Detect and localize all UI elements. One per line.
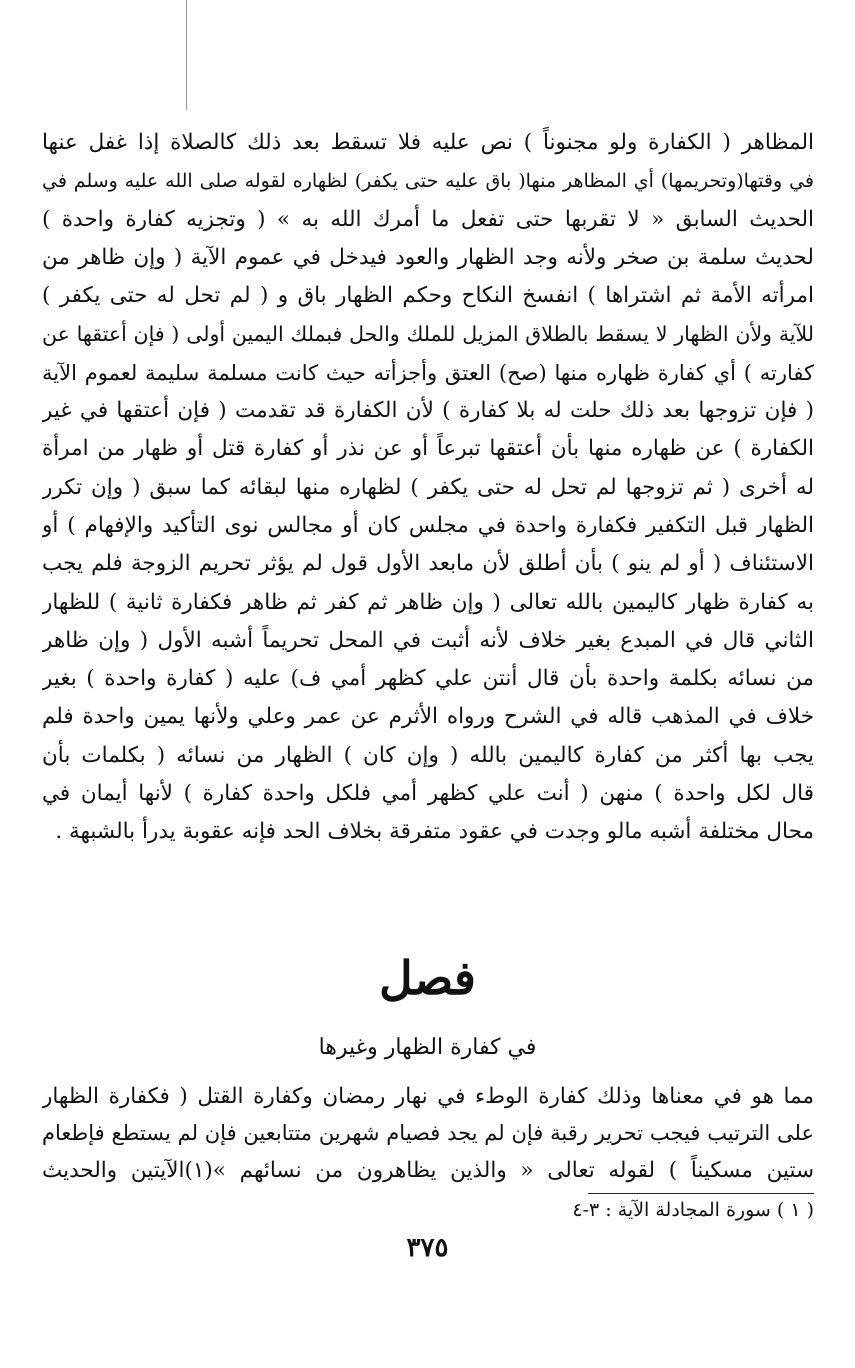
section-body-text <box>42 1078 814 1189</box>
body-line-7: كفارته ) أي كفارة ظهاره منها (صح) العتق وأجزأته حيث كانت مسلمة سليمة لعموم الآية <box>42 360 814 385</box>
body-line-11: الظهار قبل التكفير فكفارة واحدة في مجلس كان أو مجالس نوى التأكيد والإفهام ) أو <box>42 512 814 538</box>
section-heading: فصل <box>379 951 476 1005</box>
body-line-3: الحديث السابق « لا تقربها حتى تفعل ما أمرك الله به » ( وتجزيه كفارة واحدة ) <box>42 206 814 232</box>
body-line-16: خلاف في المذهب قاله في الشرح ورواه الأثرم عن عمر وعلي ولأنها يمين واحدة فلم <box>42 704 814 730</box>
body-line-19: محال مختلفة أشبه مالو وجدت في عقود متفرقة بخلاف الحد فإنه عقوبة يدرأ بالشبهة . <box>55 819 814 845</box>
section-subheading: في كفارة الظهار وغيرها <box>318 1035 537 1060</box>
body-line-13: به كفارة ظهار كاليمين بالله تعالى ( وإن ظاهر ثم كفر ثم ظاهر فكفارة ثانية ) للظهار <box>42 589 814 615</box>
body-line-14: الثاني قال في المبدع بغير خلاف لأنه أثبت في المحل تحريماً أشبه الأول ( وإن ظاهر <box>42 627 814 653</box>
gutter-line <box>186 0 187 110</box>
body-line-12: الاستئناف ( أو لم ينو ) بأن أطلق لأن مابعد الأول قول لم يؤثر تحريم الزوجة فلم يجب <box>42 551 814 577</box>
body-line-6: للآية ولأن الظهار لا يسقط بالطلاق المزيل للملك والحل فبملك اليمين أولى ( فإن أعتقها عن <box>42 322 814 347</box>
footnote: ( ١ ) سورة المجادلة الآية : ٣-٤ <box>572 1199 814 1221</box>
body-line-2: في وقتها(وتحريمها) أي المظاهر منها( باق عليه حتى يكفر) لظهاره لقوله صلى الله عليه وسلم في <box>42 170 814 193</box>
body-line-9: الكفارة ) عن ظهاره منها بأن أعتقها تبرعاً أو عن نذر أو كفارة قتل أو ظهار من امرأة <box>42 436 814 462</box>
body-line-1: المظاهر ( الكفارة ولو مجنوناً ) نص عليه فلا تسقط بعد ذلك كالصلاة إذا غفل عنها <box>42 130 814 155</box>
body-line-5: امرأته الأمة ثم اشتراها ) انفسخ النكاح وحكم الظهار باق و ( لم تحل له حتى يكفر ) <box>42 283 814 309</box>
body-line-15: من نسائه بكلمة واحدة بأن قال أنتن علي كظهر أمي ف) عليه ( كفارة واحدة ) بغير <box>42 666 814 692</box>
footnote-divider <box>588 1193 814 1194</box>
main-body-text <box>42 124 814 852</box>
body-line-17: يجب بها أكثر من كفارة كاليمين بالله ( وإن كان ) الظهار من نسائه ( بكلمات بأن <box>42 742 814 768</box>
section-line-2: على الترتيب فيجب تحرير رقبة فإن لم يجد فصيام شهرين متتابعين فإن لم يستطع فإطعام <box>42 1121 814 1145</box>
body-line-8: ( فإن تزوجها بعد ذلك حلت له بلا كفارة ) لأن الكفارة قد تقدمت ( فإن أعتقها في غير <box>42 398 814 424</box>
body-line-4: لحديث سلمة بن صخر ولأنه وجد الظهار والعود فيدخل في عموم الآية ( وإن ظاهر من <box>42 244 814 270</box>
body-line-18: قال لكل واحدة ) منهن ( أنت علي كظهر أمي فلكل واحدة كفارة ) لأنها أيمان في <box>42 781 814 807</box>
page-number: ٣٧٥ <box>406 1233 449 1263</box>
section-line-3: ستين مسكيناً ) لقوله تعالى « والذين يظاهرون من نسائهم »(١)الآيتين والحديث <box>42 1158 814 1183</box>
body-line-10: له أخرى ( ثم تزوجها لم تحل له حتى يكفر ) لظهاره منها لبقائه كما سبق ( وإن تكرر <box>42 474 814 500</box>
section-line-1: مما هو في معناها وذلك كفارة الوطء في نهار رمضان وكفارة القتل ( فكفارة الظهار <box>42 1084 814 1109</box>
